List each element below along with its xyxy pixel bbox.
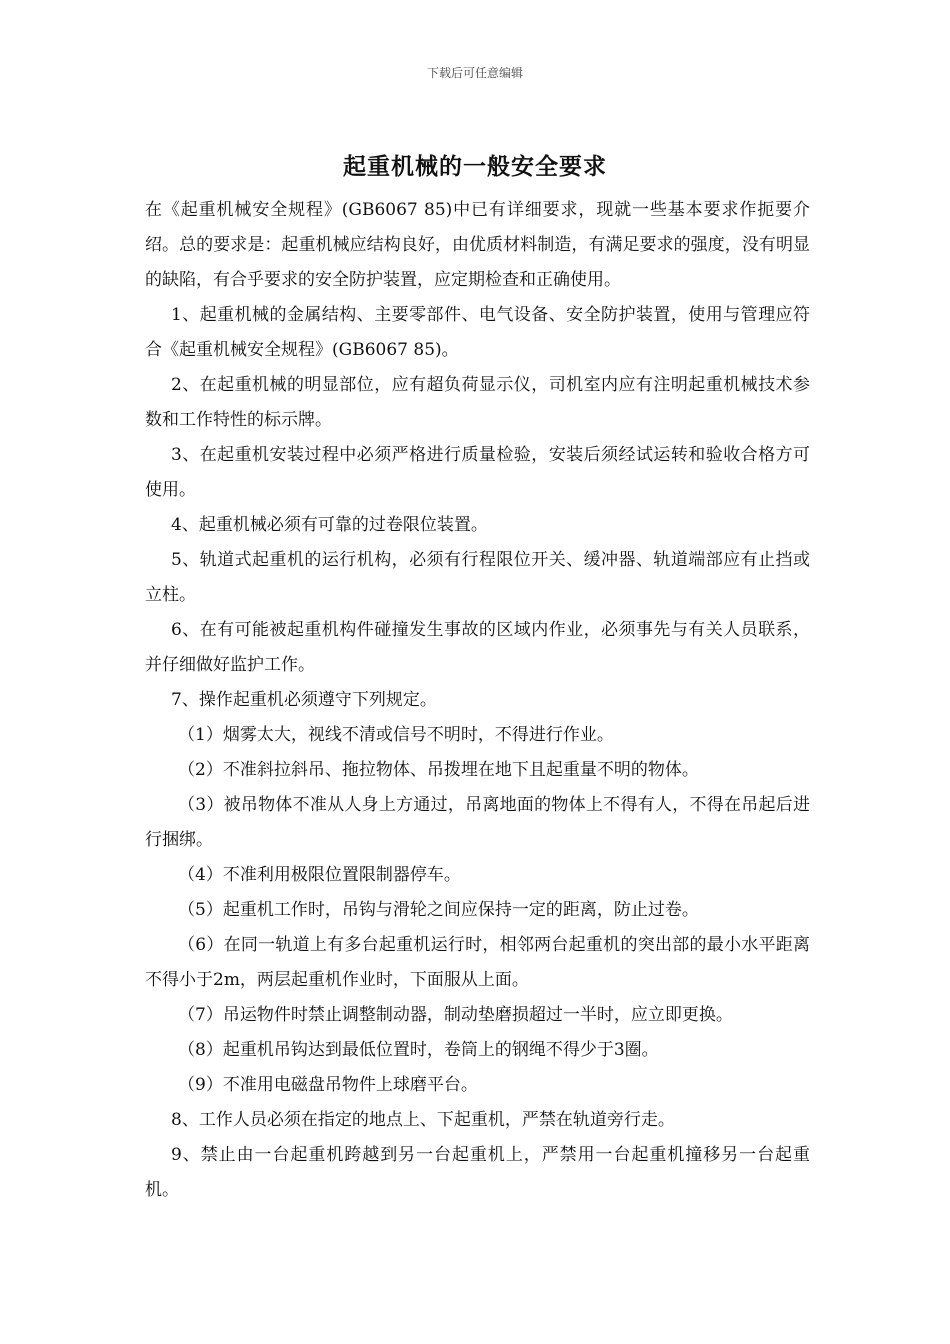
item-6: 6、在有可能被起重机构件碰撞发生事故的区域内作业，必须事先与有关人员联系，并仔细做好监护工作。 xyxy=(145,620,810,675)
item-9: 9、禁止由一台起重机跨越到另一台起重机上，严禁用一台起重机撞移另一台起重机。 xyxy=(145,1145,810,1200)
rule-8: （8）起重机吊钩达到最低位置时，卷筒上的钢绳不得少于3圈。 xyxy=(178,1040,659,1060)
item-5: 5、轨道式起重机的运行机构，必须有行程限位开关、缓冲器、轨道端部应有止挡或立柱。 xyxy=(145,550,810,605)
intro-paragraph: 在《起重机械安全规程》(GB6067 85)中已有详细要求，现就一些基本要求作扼要介绍。总的要求是：起重机械应结构良好，由优质材料制造，有满足要求的强度，没有明显的缺陷，有合乎要求的安全防护装置，应定期检查和正确使用。 xyxy=(145,200,810,290)
item-8: 8、工作人员必须在指定的地点上、下起重机，严禁在轨道旁行走。 xyxy=(171,1110,675,1130)
item-1: 1、起重机械的金属结构、主要零部件、电气设备、安全防护装置，使用与管理应符合《起重机械安全规程》(GB6067 85)。 xyxy=(145,305,810,360)
item-4: 4、起重机械必须有可靠的过卷限位装置。 xyxy=(171,515,488,535)
document-title: 起重机械的一般安全要求 xyxy=(343,154,607,180)
item-7: 7、操作起重机必须遵守下列规定。 xyxy=(171,690,437,710)
rule-1: （1）烟雾太大，视线不清或信号不明时，不得进行作业。 xyxy=(178,725,614,745)
rule-9: （9）不准用电磁盘吊物件上球磨平台。 xyxy=(178,1075,478,1095)
item-3: 3、在起重机安装过程中必须严格进行质量检验，安装后须经试运转和验收合格方可使用。 xyxy=(145,445,810,500)
rule-2: （2）不准斜拉斜吊、拖拉物体、吊拨埋在地下且起重量不明的物体。 xyxy=(178,760,699,780)
header-note: 下载后可任意编辑 xyxy=(426,66,523,80)
rule-4: （4）不准利用极限位置限制器停车。 xyxy=(178,865,461,885)
rule-7: （7）吊运物件时禁止调整制动器，制动垫磨损超过一半时，应立即更换。 xyxy=(178,1005,733,1025)
document-body xyxy=(145,193,810,1208)
rule-3: （3）被吊物体不准从人身上方通过，吊离地面的物体上不得有人，不得在吊起后进行捆绑。 xyxy=(145,795,810,850)
rule-6: （6）在同一轨道上有多台起重机运行时，相邻两台起重机的突出部的最小水平距离不得小于2m，两层起重机作业时，下面服从上面。 xyxy=(145,935,810,990)
item-2: 2、在起重机械的明显部位，应有超负荷显示仪，司机室内应有注明起重机械技术参数和工作特性的标示牌。 xyxy=(145,375,810,430)
rule-5: （5）起重机工作时，吊钩与滑轮之间应保持一定的距离，防止过卷。 xyxy=(178,900,699,920)
